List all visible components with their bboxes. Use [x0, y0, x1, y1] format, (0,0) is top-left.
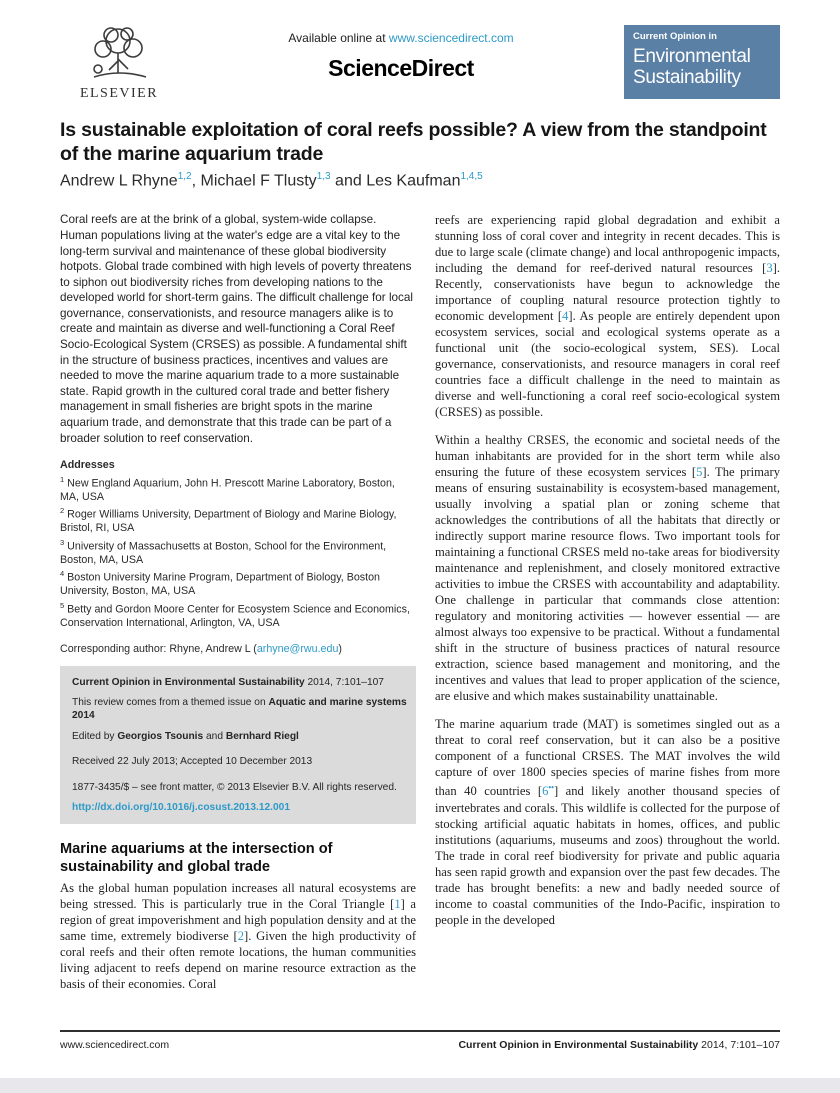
- citation-ref[interactable]: 2: [237, 929, 244, 944]
- author-name: Andrew L Rhyne: [60, 172, 178, 190]
- elsevier-logo: [60, 25, 178, 102]
- header-center: [178, 25, 624, 82]
- themed-issue-line: This review comes from a themed issue on Aquatic and marine systems 2014: [72, 696, 407, 722]
- author-affiliation-sup: 1,3: [316, 171, 331, 182]
- body-paragraph: The marine aquarium trade (MAT) is sometimes singled out as a threat to coral reef conservation, but it can also be a positive component of a functional CRSES. The MAT involves the wild capture of over 1800 species species of marine fishes from more than 40 countries [6••] and likely another thousand species of invertebrates and corals. This wildlife is collected for the purpose of stocking artificial aquatic habitats in homes, offices, and public institutions (aquariums, museums and zoos) throughout the world. The trade in coral reef biodiversity for private and public aquaria has seen rapid growth and expansion over the past few decades. The trade has brought benefits: a new and badly needed source of income to coastal communities of the Indo-Pacific, inspiration to people in the developed: [435, 717, 780, 927]
- addresses-block: [60, 459, 416, 630]
- title-block: [60, 119, 780, 190]
- address-item: $^3$ University of Massachusetts at Boston, School for the Environment, Boston, MA, USA: [60, 537, 387, 566]
- footer-sciencedirect-url: www.sciencedirect.com: [60, 1039, 170, 1051]
- citation-ref[interactable]: 4: [562, 309, 569, 324]
- address-item: $^4$ Boston University Marine Program, Department of Biology, Boston University, Boston, MA, USA: [60, 569, 380, 598]
- body-paragraph: Within a healthy CRSES, the economic and societal needs of the human inhabitants are provided for in the short term while also ensuring the future of these ecosystem services [5]. The primary means of ensuring sustainability is ecosystem-based management, usually involving a spatial plan or zoning scheme that acknowledges the contributions of all the habitats that directly or indirectly support marine resource flows. Two important tools for maintaining a functional CRSES meld no-take areas for biodiversity maintenance and replenishment, and closely monitored extractive activities to imbue the CRSES with accountability and adaptability. One challenge in particular that commands close attention: regulatory and monitoring activities — however essential — are almost always too expensive to be practical. Without a fundamental shift in the structure of business practices of natural resource extraction, science based management and monitoring, and the incentives and values that lead to proper application of the science, are elusive and which makes sustainability unattainable.: [435, 433, 780, 704]
- citation-ref[interactable]: 5: [696, 465, 703, 480]
- issn-copyright-line: 1877-3435/$ – see front matter, © 2013 Elsevier B.V. All rights reserved.: [72, 781, 397, 793]
- address-item: $^5$ Betty and Gordon Moore Center for Ecosystem Science and Economics, Conservation International, Arlington, VA, USA: [60, 600, 410, 630]
- elsevier-tree-icon: [60, 25, 178, 85]
- right-column: [435, 212, 780, 1034]
- bold-text: Bernhard Riegl: [225, 730, 299, 742]
- citation-ref[interactable]: 6: [542, 784, 549, 799]
- badge-journal-title-line1: Environmental: [633, 45, 751, 67]
- left-column: [60, 212, 416, 1034]
- address-item: $^1$ New England Aquarium, John H. Prescott Marine Laboratory, Boston, MA, USA: [60, 474, 395, 503]
- received-accepted-line: Received 22 July 2013; Accepted 10 December 2013: [72, 756, 313, 768]
- doi-link[interactable]: http://dx.doi.org/10.1016/j.cosust.2013.12.001: [72, 801, 290, 813]
- address-item: $^2$ Roger Williams University, Department of Biology and Marine Biology, Bristol, RI, USA: [60, 506, 397, 535]
- body-paragraph: As the global human population increases all natural ecosystems are being stressed. This is particularly true in the Coral Triangle [1] a region of great impoverishment and high population density and at the same time, extremely biodiverse [2]. Given the high productivity of coral reefs and their often remote locations, the human communities living adjacent to reefs depend on marine resource extraction as the basis of their economies. Coral: [60, 881, 417, 992]
- journal-citation-line: Current Opinion in Environmental Sustainability 2014, 7:101–107: [72, 676, 384, 688]
- journal-cover-badge: [624, 25, 780, 99]
- author-line: Andrew L Rhyne$^{1,2}$, Michael F Tlusty$^{1,3}$ and Les Kaufman$^{1,4,5}$: [60, 171, 483, 190]
- bold-text: Aquatic and marine systems 2014: [72, 696, 407, 722]
- citation-highlight-mark: ••: [548, 783, 554, 793]
- bold-text: Georgios Tsounis: [117, 730, 204, 742]
- doi-line: [72, 801, 407, 814]
- author-name: Les Kaufman: [366, 172, 461, 190]
- edited-by-line: Edited by Georgios Tsounis and Bernhard Riegl: [72, 730, 299, 742]
- elsevier-wordmark: ELSEVIER: [79, 86, 159, 101]
- corresponding-author-line: Corresponding author: Rhyne, Andrew L (arhyne@rwu.edu): [60, 642, 342, 655]
- author-affiliation-sup: 1,4,5: [460, 171, 483, 182]
- email-link[interactable]: arhyne@rwu.edu: [256, 642, 339, 655]
- bold-text: Current Opinion in Environmental Sustainability: [458, 1039, 699, 1051]
- two-column-body: [60, 212, 780, 1034]
- bold-text: Current Opinion in Environmental Sustainability: [72, 676, 305, 688]
- citation-ref[interactable]: 1: [394, 897, 401, 912]
- viewer-background-band: [0, 1078, 840, 1093]
- addresses-heading: Addresses: [60, 459, 115, 472]
- page-footer: [60, 1030, 780, 1051]
- badge-series-title: Current Opinion in: [633, 31, 717, 42]
- article-title: Is sustainable exploitation of coral reefs possible? A view from the standpoint of the marine aquarium trade: [60, 119, 767, 165]
- author-affiliation-sup: 1,2: [177, 171, 192, 182]
- citation-ref[interactable]: 3: [766, 261, 773, 276]
- abstract-text: Coral reefs are at the brink of a global, system-wide collapse. Human populations living at the water's edge are a vital key to the long-term survival and maintenance of these global biodiversity hotpots. Global trade combined with high levels of poverty threatens to siphon out biodiversity riches from developing nations to the developed world for short-term gains. The difficult challenge for local governance, conservationists, and resource managers alike is to create and maintain as diverse and well-functioning a Coral Reef Socio-Ecological System (CRSES) as possible. A fundamental shift in the structure of business practices, incentives and values are needed to move the marine aquarium trade to a more sustainable state. Rapid growth in the cultured coral trade and better fishery management in small fisheries are bright spots in the marine aquarium trade, and demonstrate that this trade can be part of a broader solution to reef conservation.: [60, 213, 413, 445]
- available-online-line: Available online at www.sciencedirect.com: [288, 31, 514, 45]
- masthead: [60, 25, 780, 109]
- section-heading: Marine aquariums at the intersection of sustainability and global trade: [60, 841, 333, 875]
- author-name: Michael F Tlusty: [200, 172, 317, 190]
- article-info-box: [60, 666, 416, 825]
- badge-journal-title-line2: Sustainability: [633, 66, 741, 88]
- body-paragraph: reefs are experiencing rapid global degradation and exhibit a stunning loss of coral cover and integrity in recent decades. This is due to large scale (climate change) and local anthropogenic impacts, including the demand for reef-derived natural resources [3]. Recently, conservationists have begun to acknowledge the importance of coupling natural resource protection tightly to economic development [4]. As people are entirely dependent upon ecosystem services, social and ecological systems operate as a functional unit (the socio-ecological system, SES). Local governance, conservationists, and resource managers in coral reef countries face a difficult challenge in the need to maintain as diverse and well-functioning a coral reef socio-ecological system (CRSES) as possible.: [435, 213, 780, 420]
- sciencedirect-logo: ScienceDirect: [328, 55, 474, 81]
- footer-journal-citation: Current Opinion in Environmental Sustainability 2014, 7:101–107: [458, 1039, 780, 1051]
- sciencedirect-link[interactable]: www.sciencedirect.com: [388, 31, 514, 45]
